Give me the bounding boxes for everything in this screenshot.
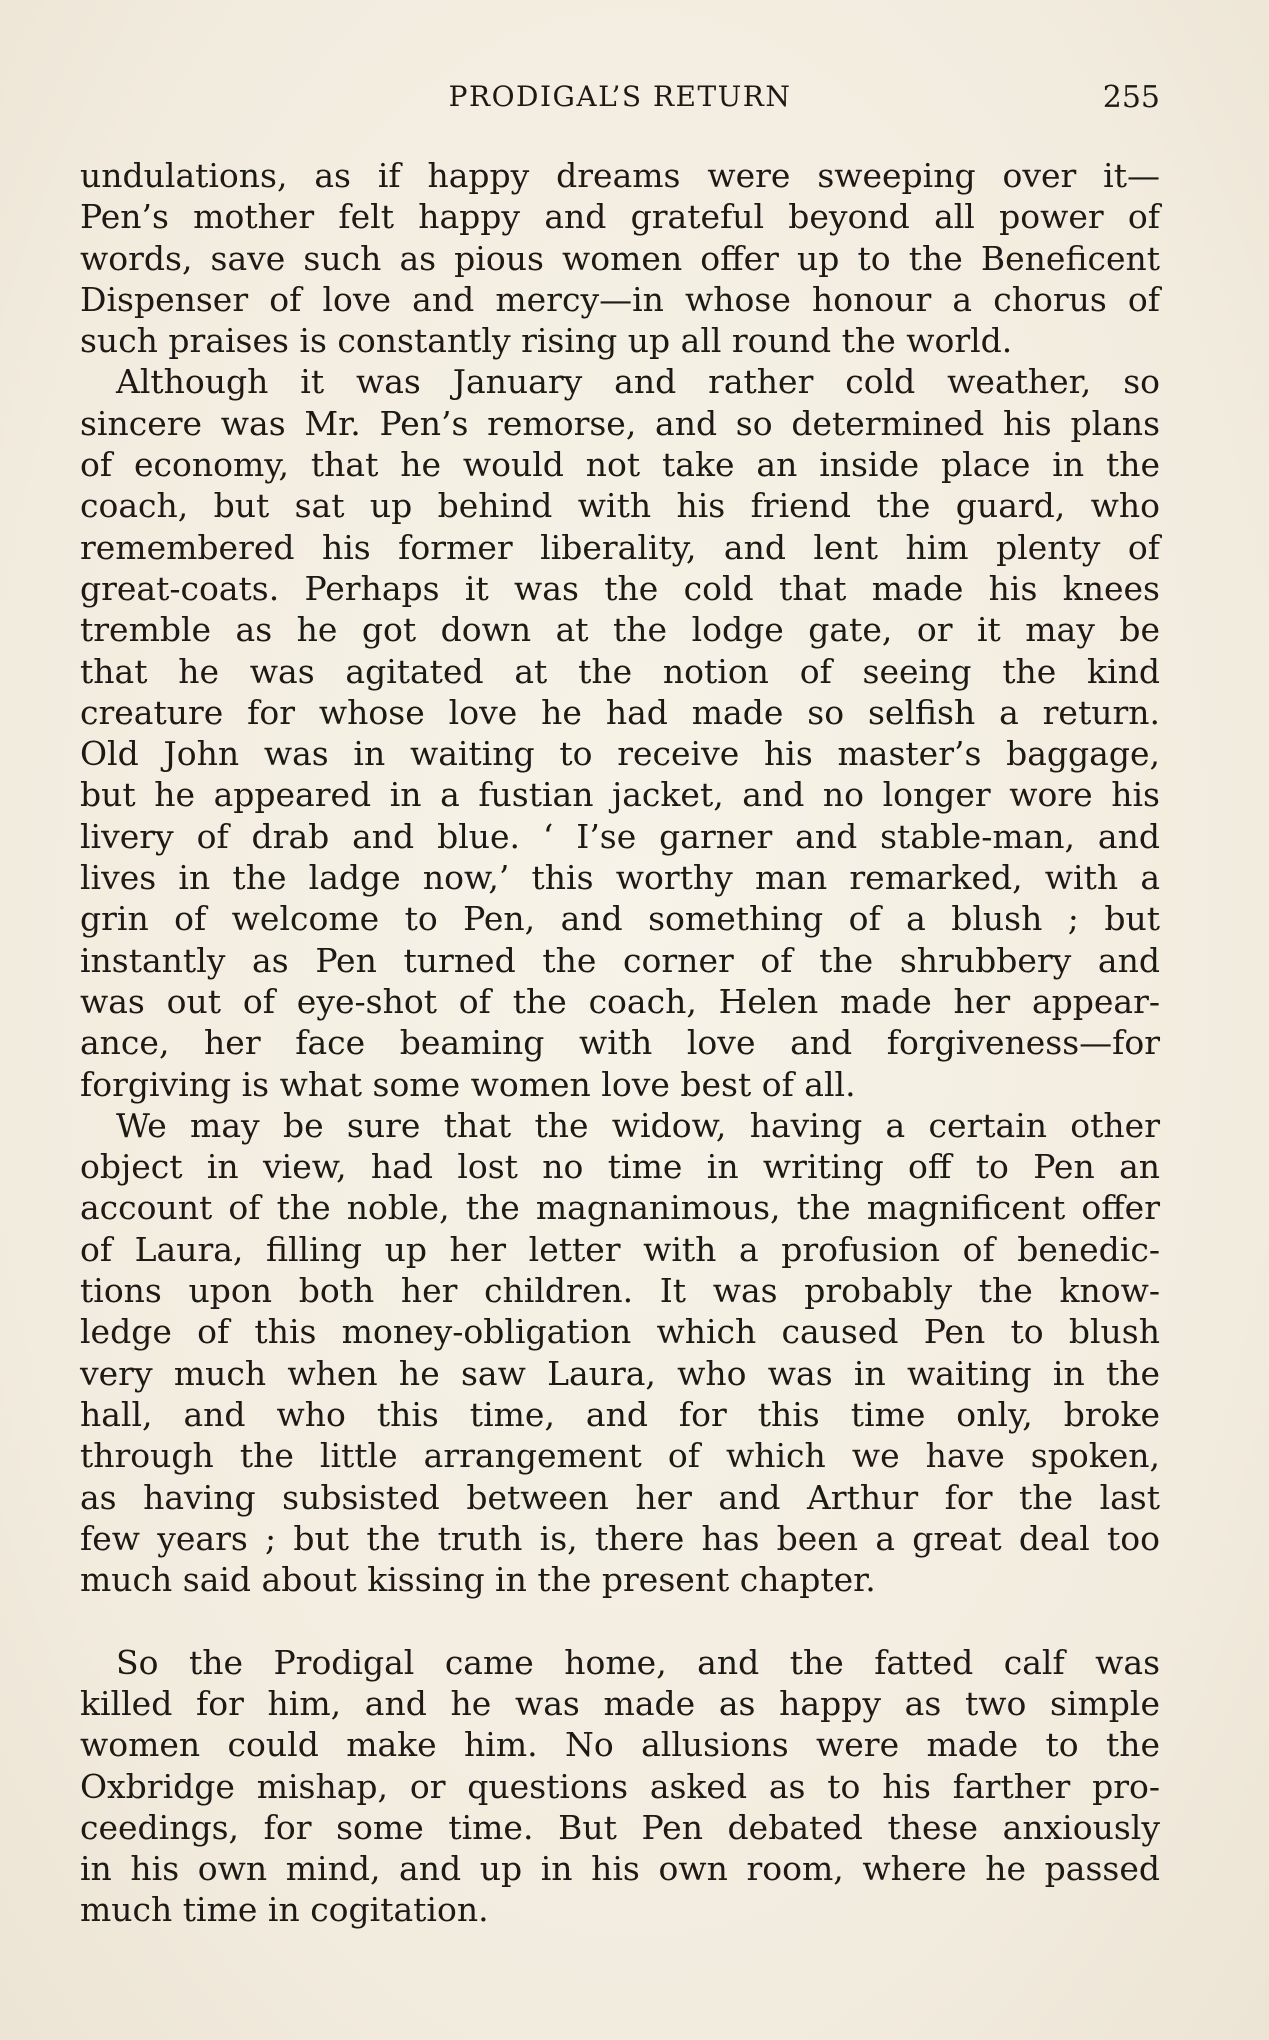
text-line: So the Prodigal came home, and the fatted calf was <box>116 1642 1160 1682</box>
text-line: grin of welcome to Pen, and something of a blush ; but <box>80 899 1160 939</box>
text-line: Although it was January and rather cold weather, so <box>116 362 1160 402</box>
text-line: instantly as Pen turned the corner of the shrubbery and <box>80 940 1160 980</box>
text-line: Old John was in waiting to receive his master’s baggage, <box>80 734 1160 774</box>
text-line: words, save such as pious women offer up to the Beneficent <box>80 238 1160 278</box>
text-line: lives in the ladge now,’ this worthy man remarked, with a <box>80 858 1160 898</box>
text-line: much said about kissing in the present chapter. <box>80 1560 876 1600</box>
text-line: was out of eye-shot of the coach, Helen made her appear- <box>80 981 1160 1021</box>
paragraph <box>80 361 1160 1104</box>
text-line: through the little arrangement of which we have spoken, <box>80 1436 1160 1476</box>
text-line: tremble as he got down at the lodge gate, or it may be <box>80 610 1160 650</box>
text-line: remembered his former liberality, and lent him plenty of <box>80 527 1160 567</box>
text-line: ceedings, for some time. But Pen debated these anxiously <box>80 1807 1160 1847</box>
text-line: object in view, had lost no time in writing off to Pen an <box>80 1147 1160 1187</box>
text-line: coach, but sat up behind with his friend the guard, who <box>80 486 1160 526</box>
text-line: hall, and who this time, and for this time only, broke <box>80 1394 1160 1434</box>
paragraph <box>80 1105 1160 1601</box>
text-line: such praises is constantly rising up all round the world. <box>80 321 1013 361</box>
text-line: account of the noble, the magnanimous, the magnificent offer <box>80 1188 1160 1228</box>
text-line: Pen’s mother felt happy and grateful beyond all power of <box>80 197 1160 237</box>
text-line: women could make him. No allusions were made to the <box>80 1725 1160 1765</box>
text-line: Dispenser of love and mercy—in whose honour a chorus of <box>80 279 1160 319</box>
text-line: Oxbridge mishap, or questions asked as to his farther pro- <box>80 1766 1160 1806</box>
paragraph <box>80 1642 1160 1931</box>
text-line: great-coats. Perhaps it was the cold that made his knees <box>80 568 1160 608</box>
text-line: of Laura, filling up her letter with a profusion of benedic- <box>80 1229 1160 1269</box>
running-head <box>80 80 1160 124</box>
text-line: forgiving is what some women love best of all. <box>80 1064 856 1104</box>
text-line: very much when he saw Laura, who was in waiting in the <box>80 1353 1160 1393</box>
running-title: PRODIGAL’S RETURN <box>448 80 792 113</box>
body-text <box>80 155 1160 1931</box>
text-line: of economy, that he would not take an inside place in the <box>80 445 1160 485</box>
text-line: killed for him, and he was made as happy as two simple <box>80 1683 1160 1723</box>
page-number: 255 <box>1102 80 1160 115</box>
text-line: ledge of this money-obligation which caused Pen to blush <box>80 1312 1160 1352</box>
text-line: ance, her face beaming with love and forgiveness—for <box>80 1023 1160 1063</box>
paragraph <box>80 155 1160 361</box>
text-line: few years ; but the truth is, there has been a great deal too <box>80 1518 1160 1558</box>
section-break <box>80 1600 1160 1641</box>
text-line: creature for whose love he had made so selfish a return. <box>80 692 1160 732</box>
text-line: much time in cogitation. <box>80 1890 489 1930</box>
text-line: in his own mind, and up in his own room, where he passed <box>80 1849 1160 1889</box>
text-line: tions upon both her children. It was probably the know- <box>80 1271 1160 1311</box>
text-line: sincere was Mr. Pen’s remorse, and so determined his plans <box>80 403 1160 443</box>
text-line: undulations, as if happy dreams were sweeping over it— <box>80 156 1160 195</box>
text-line: livery of drab and blue. ‘ I’se garner and stable-man, and <box>80 816 1160 856</box>
text-line: We may be sure that the widow, having a certain other <box>116 1105 1160 1145</box>
text-line: that he was agitated at the notion of seeing the kind <box>80 651 1160 691</box>
text-line: as having subsisted between her and Arthur for the last <box>80 1477 1160 1517</box>
text-line: but he appeared in a fustian jacket, and no longer wore his <box>80 775 1160 815</box>
